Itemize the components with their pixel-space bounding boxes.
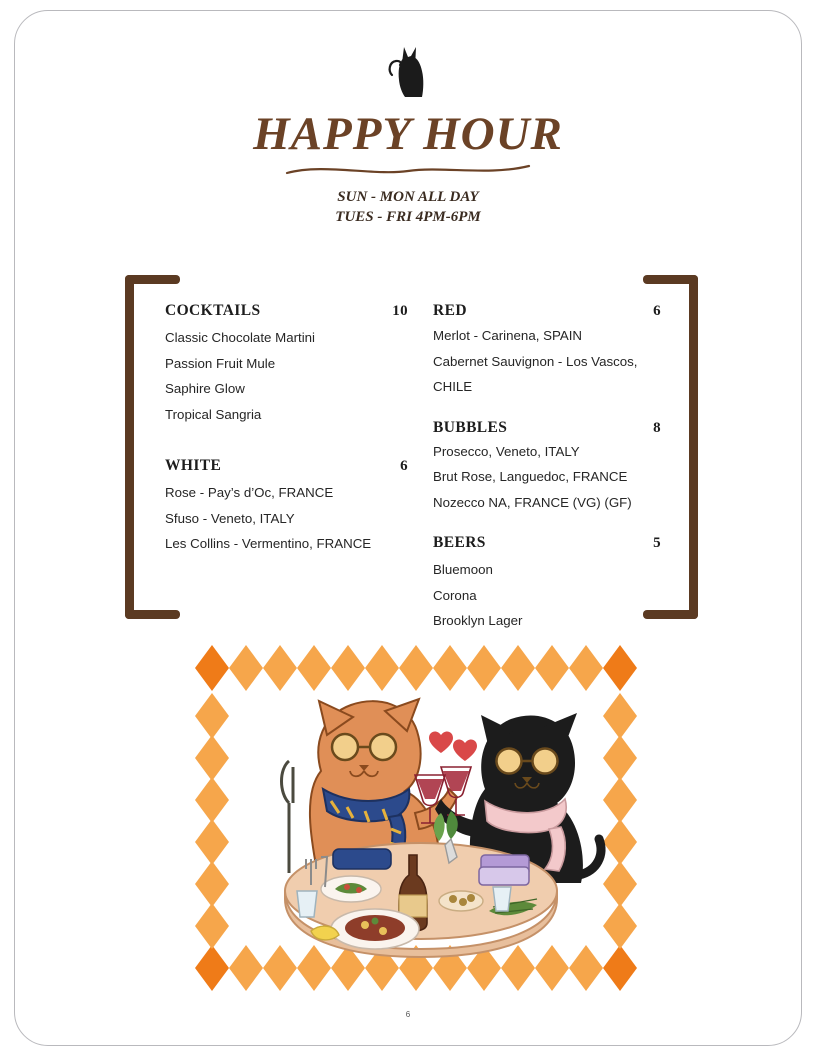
diamond-border-left (195, 693, 229, 949)
frame-left (125, 275, 134, 619)
section-title: BUBBLES (433, 418, 508, 436)
section-cocktails (165, 302, 422, 427)
hours-line-1: SUN - MON ALL DAY (337, 189, 479, 205)
section-title: COCKTAILS (165, 302, 261, 319)
section-beers (433, 534, 679, 634)
list-item: Prosecco, Veneto, ITALY (433, 443, 580, 459)
list-item: Passion Fruit Mule (165, 355, 276, 371)
page-number: 6 (405, 1010, 411, 1019)
section-price: 10 (392, 303, 408, 319)
frame-top-left (125, 275, 180, 284)
two-cats-dining-illustration (193, 643, 649, 995)
section-price: 6 (653, 303, 661, 319)
section-title: WHITE (165, 457, 222, 475)
diamond-border-right (603, 693, 637, 949)
section-heading (165, 302, 422, 320)
list-item: Tropical Sangria (165, 406, 262, 422)
list-item: Brooklyn Lager (433, 613, 523, 629)
section-price: 6 (400, 458, 408, 475)
happy-hour-times (15, 187, 801, 228)
section-heading (433, 302, 679, 320)
menu-left-column (165, 302, 422, 638)
page-title: HAPPY HOUR (253, 108, 563, 160)
menu-content (134, 284, 689, 629)
frame-top-right (643, 275, 698, 284)
chair-left (282, 761, 294, 873)
list-item: Sfuso - Veneto, ITALY (165, 510, 295, 526)
frame-right (689, 275, 698, 619)
title-underline-swash (15, 160, 801, 182)
section-heading (433, 419, 679, 437)
menu-page (14, 10, 802, 1046)
list-item: Bluemoon (433, 562, 493, 578)
list-item: Corona (433, 587, 477, 603)
hours-line-2: TUES - FRI 4PM-6PM (335, 209, 481, 226)
section-title: RED (433, 302, 467, 319)
section-price: 8 (653, 419, 661, 436)
section-title: BEERS (433, 534, 486, 552)
list-item: Classic Chocolate Martini (165, 330, 316, 345)
hearts-icon (429, 731, 477, 761)
list-item: Rose - Pay’s d’Oc, FRANCE (165, 485, 334, 501)
list-item: Les Collins - Vermentino, FRANCE (165, 536, 372, 552)
section-red (433, 302, 679, 400)
cat-silhouette-icon (378, 45, 438, 101)
list-item: Merlot - Carinena, SPAIN (433, 328, 583, 343)
cat-logo (15, 45, 801, 101)
section-bubbles (433, 419, 679, 516)
section-heading (433, 534, 679, 552)
section-price: 5 (653, 535, 661, 552)
list-item: Nozecco NA, FRANCE (VG) (GF) (433, 494, 632, 510)
list-item: Saphire Glow (165, 381, 245, 397)
title-block (15, 108, 801, 182)
menu-frame (125, 275, 698, 629)
list-item: Brut Rose, Languedoc, FRANCE (433, 469, 628, 485)
section-white (165, 457, 422, 557)
list-item: Cabernet Sauvignon - Los Vascos, CHILE (433, 353, 638, 395)
diamond-border-top (195, 645, 637, 691)
menu-right-column (422, 302, 679, 638)
section-heading (165, 457, 422, 475)
